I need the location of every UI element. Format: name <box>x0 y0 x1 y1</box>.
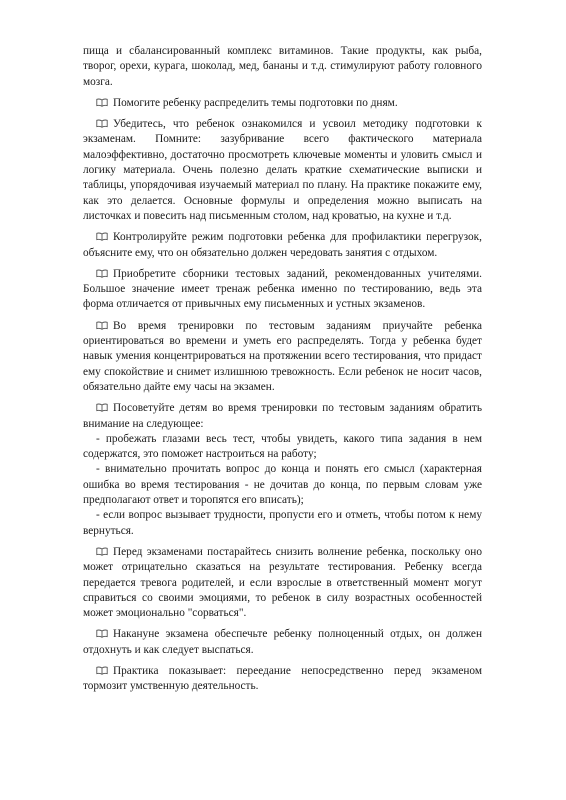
paragraph-schedule <box>83 96 482 111</box>
paragraph-advice-intro <box>83 401 482 432</box>
open-book-icon <box>96 321 108 330</box>
paragraph-methodology <box>83 117 482 224</box>
paragraph-time <box>83 319 482 395</box>
open-book-icon <box>96 547 108 556</box>
open-book-icon <box>96 269 108 278</box>
paragraph-text: Приобретите сборники тестовых заданий, рекомендованных учителями. Большое значение имеет тренаж ребенка именно по тестированию, ведь эта форма отличается от привычных ему письменных и устных экзаменов. <box>83 267 482 311</box>
paragraph-anxiety <box>83 545 482 621</box>
open-book-icon <box>96 403 108 412</box>
paragraph-text: Практика показывает: переедание непосредственно перед экзаменом тормозит умственную деятельность. <box>83 664 482 693</box>
open-book-icon <box>96 232 108 241</box>
paragraph-text: Во время тренировки по тестовым заданиям приучайте ребенка ориентироваться во времени и уметь его распределять. Тогда у ребенка будет навык умения концентрироваться на протяжении всего тестирования, что придаст ему спокойствие и снимет излишнюю тревожность. Если ребенок не носит часов, обязательно дайте ему часы на экзамен. <box>83 319 482 393</box>
paragraph-text: Посоветуйте детям во время тренировки по тестовым заданиям обратить внимание на следующее: <box>83 402 482 430</box>
open-book-icon <box>96 119 108 128</box>
open-book-icon <box>96 98 108 107</box>
paragraph-text: Накануне экзамена обеспечьте ребенку полноценный отдых, он должен отдохнуть и как следует выспаться. <box>83 628 482 656</box>
paragraph-text: Перед экзаменами постарайтесь снизить волнение ребенка, поскольку оно может отрицательно сказаться на результате тестирования. Ребенку всегда передается тревога родителей, и если взрослые в ответственный момент могут справиться со своими эмоциями, то ребенок в силу возрастных особенностей может эмоционально "сорваться". <box>83 545 482 620</box>
paragraph-rest <box>83 627 482 658</box>
list-item: - если вопрос вызывает трудности, пропусти его и отметь, чтобы потом к нему вернуться. <box>83 509 482 537</box>
paragraph-test-books <box>83 267 482 313</box>
list-item: - внимательно прочитать вопрос до конца и понять его смысл (характерная ошибка во время тестирования - не дочитав до конца, по первым словам уже предполагают ответ и торопятся его вписать); <box>83 463 482 507</box>
open-book-icon <box>96 629 108 638</box>
paragraph-text: Помогите ребенку распределить темы подготовки по дням. <box>113 96 398 109</box>
paragraph-text: Убедитесь, что ребенок ознакомился и усвоил методику подготовки к экзаменам. Помните: зазубривание всего фактического материала малоэффективно, достаточно просмотреть ключевые моменты и уловить смысл и логику материала. Очень полезно делать краткие схематические выписки и таблицы, упорядочивая изучаемый материал по плану. На практике покажите ему, как это делается. Основные формулы и определения можно выписать на листочках и повесить над письменным столом, над кроватью, на кухне и т.д. <box>83 118 482 222</box>
paragraph-text: Контролируйте режим подготовки ребенка для профилактики перегрузок, объясните ему, что он обязательно должен чередовать занятия с отдыхом. <box>83 231 482 259</box>
list-item: - пробежать глазами весь тест, чтобы увидеть, какого типа задания в нем содержатся, это поможет настроиться на работу; <box>83 432 482 461</box>
open-book-icon <box>96 666 108 675</box>
advice-list-block <box>83 401 482 539</box>
paragraph-nutrition: пища и сбалансированный комплекс витаминов. Такие продукты, как рыба, творог, орехи, курага, шоколад, мед, бананы и т.д. стимулируют работу головного мозга. <box>83 45 482 88</box>
paragraph-regime <box>83 230 482 261</box>
paragraph-overeating <box>83 664 482 695</box>
